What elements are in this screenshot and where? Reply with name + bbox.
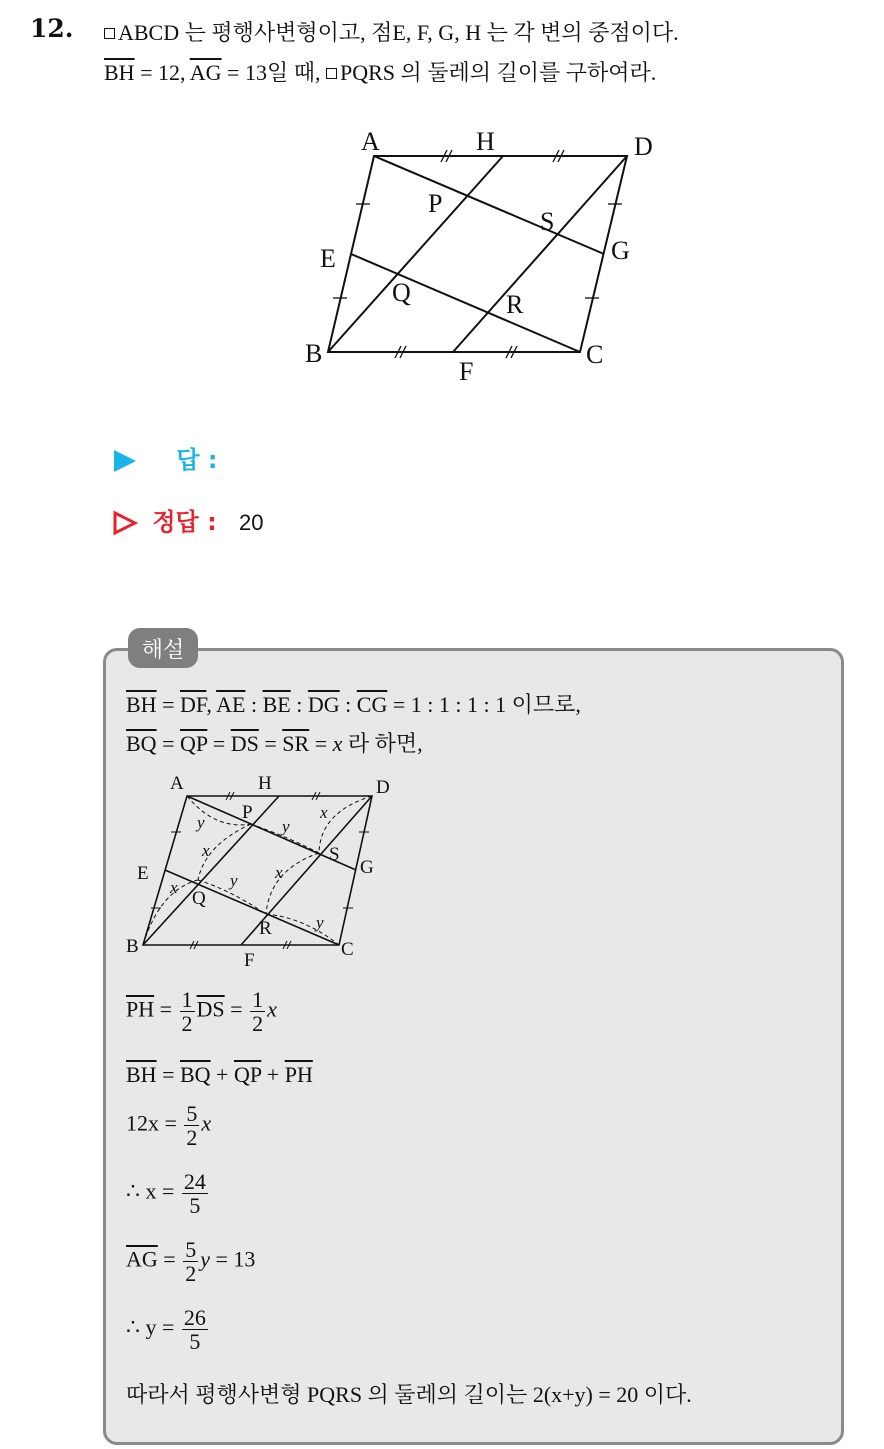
- equation-12x: 12x = $\frac{5}{2}$ x: [126, 1101, 212, 1151]
- solution-conclusion: 따라서 평행사변형 PQRS 의 둘레의 길이는 2(x+y) = 20 이다.: [126, 1382, 692, 1407]
- fig2-label-A: A: [170, 773, 184, 794]
- fig2-mark-y4: y: [316, 913, 324, 932]
- equation-ph: $\overline{PH}$ = $\frac{1}{2}$ $\overline{DS}$ = $\frac{1}{2}$ x: [126, 987, 277, 1037]
- fig2-mark-y3: y: [230, 871, 238, 890]
- correct-answer-value: 20: [239, 510, 264, 535]
- solution-line-1: $\overline{BH} = \overline{DF}$, $\overline{AE}$ : $\overline{BE}$ : $\overline{DG}$ : $\overline{CG} = 1$ : 1 : 1 : 1 이므로,: [126, 692, 581, 717]
- fig2-label-F: F: [244, 950, 255, 971]
- problem-line-1: ABCD 는 평행사변형이고, 점E, F, G, H 는 각 변의 중점이다.: [104, 16, 679, 47]
- fig2-mark-y1: y: [197, 813, 205, 832]
- fig2-label-H: H: [258, 773, 272, 794]
- fig2-mark-x4: x: [170, 878, 178, 897]
- fig2-label-E: E: [137, 863, 149, 884]
- answer-label: 답 :: [176, 446, 218, 474]
- correct-answer-row: [112, 502, 264, 537]
- problem-number: 12.: [30, 14, 74, 43]
- problem-line-2: $\overline{BH} = 12$, $\overline{AG} = 13$일 때, PQRS 의 둘레의 길이를 구하여라.: [104, 60, 657, 85]
- fig2-label-Q: Q: [192, 888, 206, 909]
- fig1-label-G: G: [611, 236, 630, 265]
- fig2-mark-x2: x: [202, 841, 210, 860]
- fig2-label-G: G: [360, 857, 374, 878]
- fig1-label-R: R: [506, 290, 524, 319]
- answer-row: [112, 440, 218, 475]
- fig1-label-B: B: [305, 339, 323, 368]
- fig2-label-D: D: [376, 777, 390, 798]
- solution-line-2: $\overline{BQ} = \overline{QP} = \overline{DS} = \overline{SR} = x$ 라 하면,: [126, 731, 423, 756]
- fig1-label-E: E: [320, 244, 336, 273]
- parallelogram-symbol-icon: [104, 28, 115, 39]
- outline-arrow-icon: [112, 510, 138, 536]
- equation-x: ∴ x = $\frac{24}{5}$: [126, 1169, 206, 1219]
- fig1-label-Q: Q: [392, 278, 411, 307]
- fig1-label-A: A: [361, 127, 380, 156]
- fig1-label-P: P: [428, 189, 443, 218]
- fig2-label-R: R: [259, 918, 272, 939]
- figure-solution-parallelogram: [120, 768, 410, 973]
- parallelogram-symbol-icon: [326, 68, 337, 79]
- fig2-label-S: S: [329, 844, 340, 865]
- correct-answer-label: 정답 :: [152, 508, 217, 536]
- fig1-label-C: C: [586, 340, 604, 369]
- play-arrow-icon: [112, 448, 138, 474]
- figure-parallelogram: [290, 120, 680, 390]
- fig1-label-S: S: [540, 207, 555, 236]
- equation-ag: $\overline{AG}$ = $\frac{5}{2}$ y = 13: [126, 1237, 256, 1287]
- fig2-label-C: C: [341, 939, 354, 960]
- equation-bh: $\overline{BH} = \overline{BQ} + \overline{QP} + \overline{PH}$: [126, 1062, 313, 1087]
- solution-tab: 해설: [128, 628, 198, 668]
- fig1-label-H: H: [476, 127, 495, 156]
- fig2-mark-y2: y: [282, 817, 290, 836]
- fig2-label-P: P: [242, 802, 253, 823]
- fig1-label-F: F: [459, 357, 474, 386]
- fig1-label-D: D: [634, 132, 653, 161]
- fig2-mark-x3: x: [275, 863, 283, 882]
- fig2-label-B: B: [126, 936, 139, 957]
- fig2-mark-x1: x: [320, 803, 328, 822]
- equation-y: ∴ y = $\frac{26}{5}$: [126, 1305, 206, 1355]
